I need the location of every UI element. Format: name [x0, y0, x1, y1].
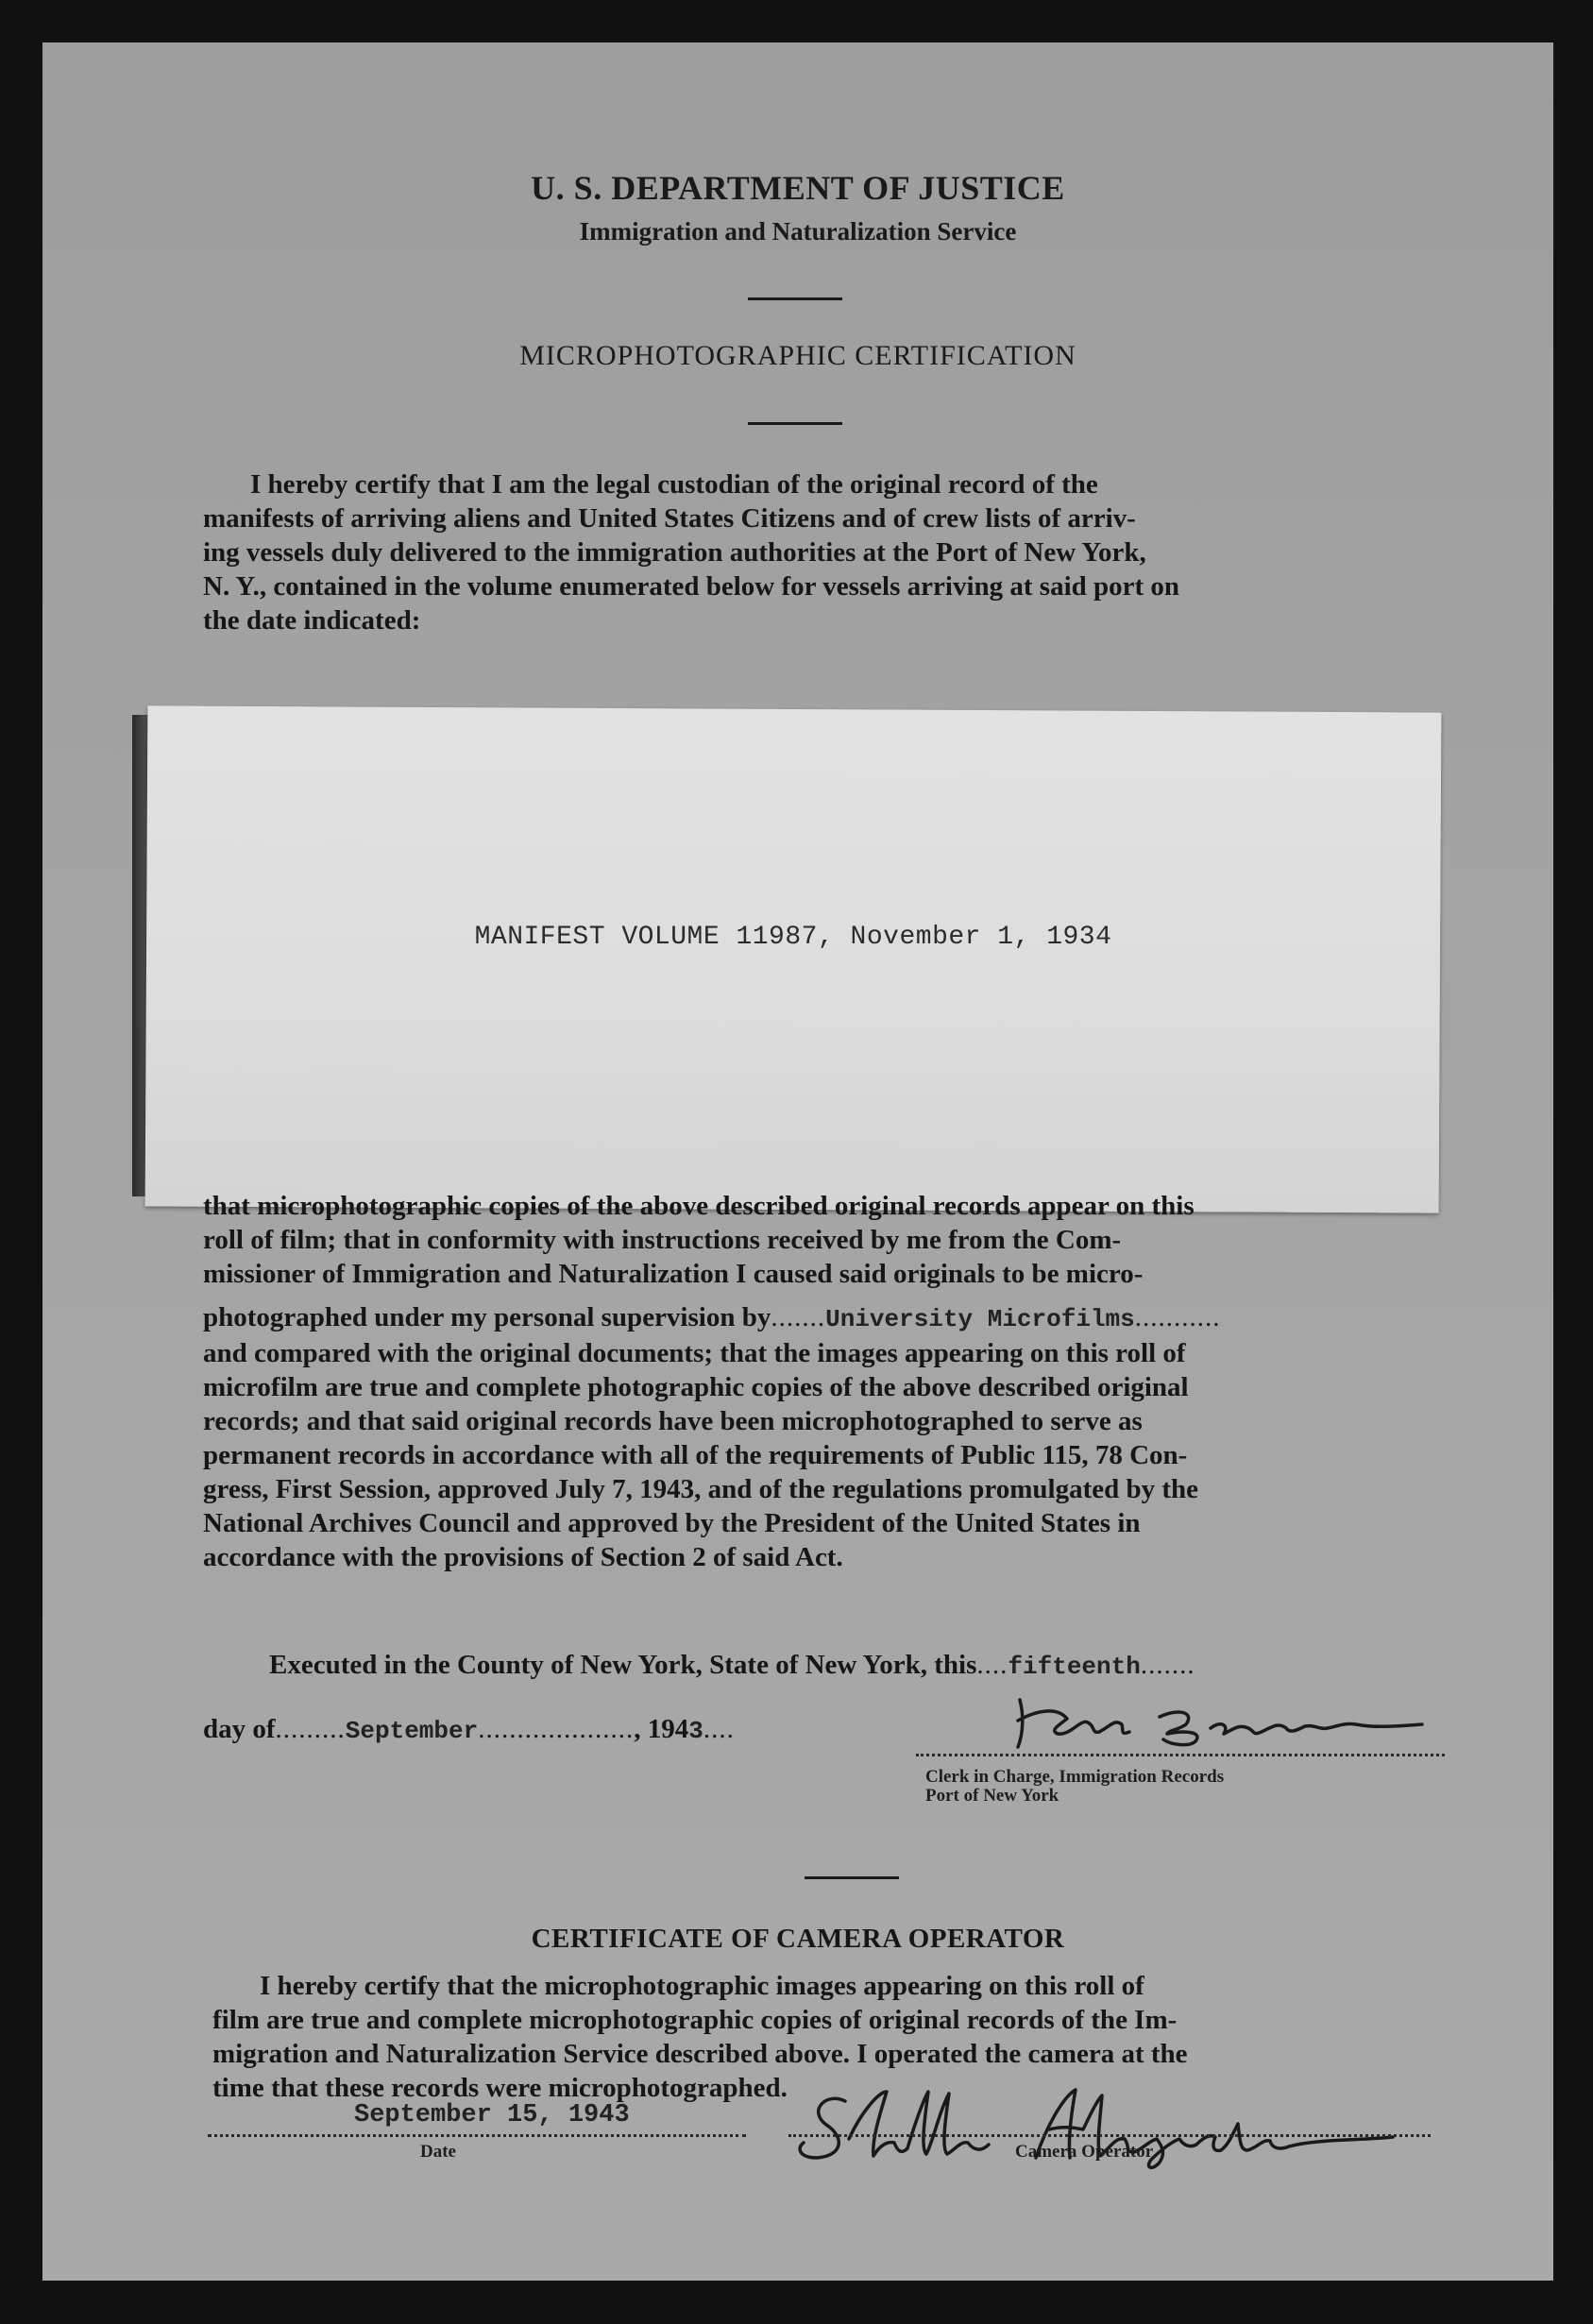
body-line: accordance with the provisions of Section 2 of said Act. [203, 1542, 843, 1572]
intro-line: manifests of arriving aliens and United States Citizens and of crew lists of arriv- [203, 503, 1136, 534]
clerk-signature-icon [1001, 1681, 1445, 1756]
service-subheading: Immigration and Naturalization Service [579, 217, 1017, 246]
supervision-line: photographed under my personal supervision by.......University Microfilms........... [203, 1302, 1221, 1333]
body-line: that microphotographic copies of the above described original records appear on this [203, 1191, 1195, 1221]
certification-title: MICROPHOTOGRAPHIC CERTIFICATION [519, 340, 1076, 371]
body-paragraph [203, 1189, 1427, 1574]
execution-line: Executed in the County of New York, State of New York, this....fifteenth....... [269, 1650, 1195, 1681]
intro-paragraph [203, 467, 1427, 637]
supervision-prefix: photographed under my personal supervision by [203, 1302, 771, 1332]
body-line: and compared with the original documents; that the images appearing on this roll of [203, 1338, 1186, 1368]
date-label: Date [420, 2142, 456, 2162]
day-of-label: day of [203, 1714, 276, 1744]
operator-signature-line [788, 2134, 1431, 2137]
inserted-slip [145, 705, 1442, 1213]
intro-line: N. Y., contained in the volume enumerated below for vessels arriving at said port on [203, 571, 1180, 602]
body-line: records; and that said original records have been microphotographed to serve as [203, 1406, 1143, 1436]
date-line [208, 2134, 746, 2137]
body-line: gress, First Session, approved July 7, 1943, and of the regulations promulgated by the [203, 1474, 1199, 1504]
execution-month: September [345, 1717, 479, 1745]
supervision-company: University Microfilms [825, 1305, 1135, 1333]
body-line: permanent records in accordance with all of the requirements of Public 115, 78 Con- [203, 1440, 1188, 1470]
camera-operator-title: CERTIFICATE OF CAMERA OPERATOR [531, 1924, 1065, 1954]
clerk-signature-line [916, 1754, 1445, 1756]
clerk-port: Port of New York [925, 1786, 1059, 1806]
clerk-title: Clerk in Charge, Immigration Records [925, 1767, 1225, 1787]
execution-year-prefix: , 194 [634, 1714, 689, 1744]
title-rule [748, 422, 842, 425]
intro-line: the date indicated: [203, 605, 421, 636]
header-rule [748, 297, 842, 300]
department-heading: U. S. DEPARTMENT OF JUSTICE [531, 169, 1065, 207]
body-line: missioner of Immigration and Naturalization I caused said originals to be micro- [203, 1259, 1144, 1289]
execution-year-digit: 3 [688, 1717, 703, 1745]
intro-line: ing vessels duly delivered to the immigration authorities at the Port of New York, [203, 537, 1146, 568]
camera-line: migration and Naturalization Service described above. I operated the camera at the [212, 2039, 1188, 2069]
camera-line: I hereby certify that the microphotographic images appearing on this roll of [260, 1971, 1144, 2001]
day-of-line: day of.........September...................., 1943.... [203, 1714, 735, 1745]
section-rule [805, 1876, 899, 1879]
certificate-sheet [42, 42, 1553, 2281]
body-line: National Archives Council and approved by the President of the United States in [203, 1508, 1141, 1538]
body-line: roll of film; that in conformity with instructions received by me from the Com- [203, 1225, 1122, 1255]
intro-line: I hereby certify that I am the legal custodian of the original record of the [250, 469, 1098, 500]
execution-prefix: Executed in the County of New York, State of New York, this [269, 1650, 977, 1680]
operator-label: Camera Operator [1015, 2142, 1154, 2162]
execution-day: fifteenth [1008, 1653, 1141, 1681]
manifest-volume-text: MANIFEST VOLUME 11987, November 1, 1934 [474, 923, 1112, 952]
camera-date-value: September 15, 1943 [354, 2101, 630, 2129]
camera-line: film are true and complete microphotographic copies of original records of the Im- [212, 2005, 1178, 2035]
camera-line: time that these records were microphotographed. [212, 2073, 788, 2103]
body-line: microfilm are true and complete photographic copies of the above described original [203, 1372, 1189, 1402]
